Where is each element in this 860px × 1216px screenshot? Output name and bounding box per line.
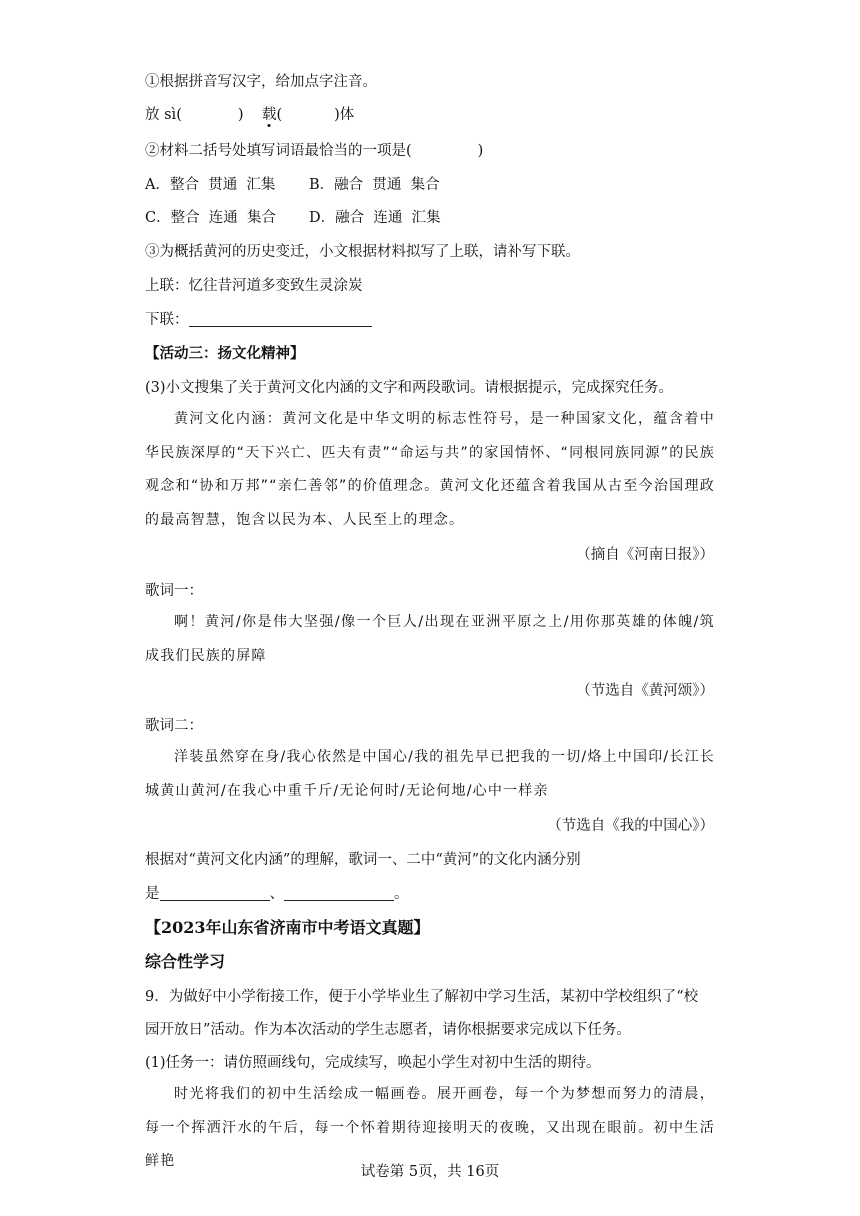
sub-question-3: ③为概括黄河的历史变迁，小文根据材料拟写了上联，请补写下联。 — [145, 244, 580, 260]
option-a[interactable]: A．整合 贯通 汇集 — [145, 177, 276, 193]
task-1: (1)任务一：请仿照画线句，完成续写，唤起小学生对初中生活的期待。 — [145, 1055, 601, 1071]
task-line: 根据对“黄河文化内涵”的理解，歌词一、二中“黄河”的文化内涵分别 — [145, 852, 581, 868]
options-row-2 — [145, 208, 441, 228]
passage-source: （摘自《河南日报》） — [576, 547, 714, 563]
question-3: (3)小文搜集了关于黄河文化内涵的文字和两段歌词。请根据提示，完成探究任务。 — [145, 380, 674, 396]
activity-title: 【活动三：扬文化精神】 — [145, 345, 305, 362]
upper-couplet: 上联：忆往昔河道多变致生灵涂炭 — [145, 278, 363, 294]
painting-passage: 时光将我们的初中生活绘成一幅画卷。展开画卷，每一个为梦想而努力的清晨，每一个挥洒汗水的午后，每一个怀着期待迎接明天的夜晚，又出现在眼前。初中生活鲜艳 — [145, 1086, 715, 1169]
page-footer: 试卷第 5页，共 16页 — [360, 1164, 500, 1180]
sub-question-2: ②材料二括号处填写词语最恰当的一项是( ) — [145, 143, 484, 159]
question-9: 9．为做好中小学衔接工作，便于小学毕业生了解初中学习生活，某初中学校组织了“校 — [145, 989, 699, 1005]
option-b[interactable]: B．融合 贯通 集合 — [309, 177, 440, 193]
lyric2-label: 歌词二： — [145, 718, 203, 734]
lyric2-text: 洋装虽然穿在身/我心依然是中国心/我的祖先早已把我的一切/烙上中国印/长江长城黄山黄河/在我心中重千斤/无论何时/无论何地/心中一样亲 — [145, 749, 715, 799]
dotted-char: 载 — [261, 107, 277, 123]
task-answer-line: 是 、 。 — [145, 886, 409, 902]
lyric1-source: （节选自《黄河颂》） — [576, 683, 714, 699]
answer-blank[interactable] — [282, 106, 334, 122]
answer-line-1[interactable] — [160, 884, 270, 901]
culture-passage: 黄河文化内涵：黄河文化是中华文明的标志性符号，是一种国家文化，蕴含着中华民族深厚的“天下兴亡、匹夫有责”“命运与共”的家国情怀、“同根同族同源”的民族观念和“协和万邦”“亲仁善邻”的价值理念。黄河文化还蕴含着我国从古至今治国理政的最高智慧，饱含以民为本、人民至上的理念。 — [145, 411, 715, 528]
pinyin-line: 放 sì( ) 载( )体 — [145, 107, 355, 123]
lower-couplet: 下联： — [145, 310, 372, 330]
option-c[interactable]: C．整合 连通 集合 — [145, 210, 277, 226]
answer-line[interactable] — [189, 310, 372, 327]
answer-line-2[interactable] — [284, 884, 394, 901]
lyric2-source: （节选自《我的中国心》） — [547, 818, 714, 834]
answer-blank[interactable] — [182, 106, 238, 122]
pinyin-a: 放 sì( — [145, 107, 182, 123]
options-row-1 — [145, 175, 440, 195]
lyric1-label: 歌词一： — [145, 583, 203, 599]
sub-question-1: ①根据拼音写汉字，给加点字注音。 — [145, 74, 377, 90]
option-d[interactable]: D．融合 连通 汇集 — [309, 210, 441, 226]
section-subtitle: 综合性学习 — [145, 952, 226, 971]
question-9-cont: 园开放日”活动。作为本次活动的学生志愿者，请你根据要求完成以下任务。 — [145, 1022, 631, 1038]
lyric1-text: 啊！黄河/你是伟大坚强/像一个巨人/出现在亚洲平原之上/用你那英雄的体魄/筑成我们民族的屏障 — [145, 614, 715, 664]
section-title: 【2023年山东省济南市中考语文真题】 — [145, 918, 430, 937]
